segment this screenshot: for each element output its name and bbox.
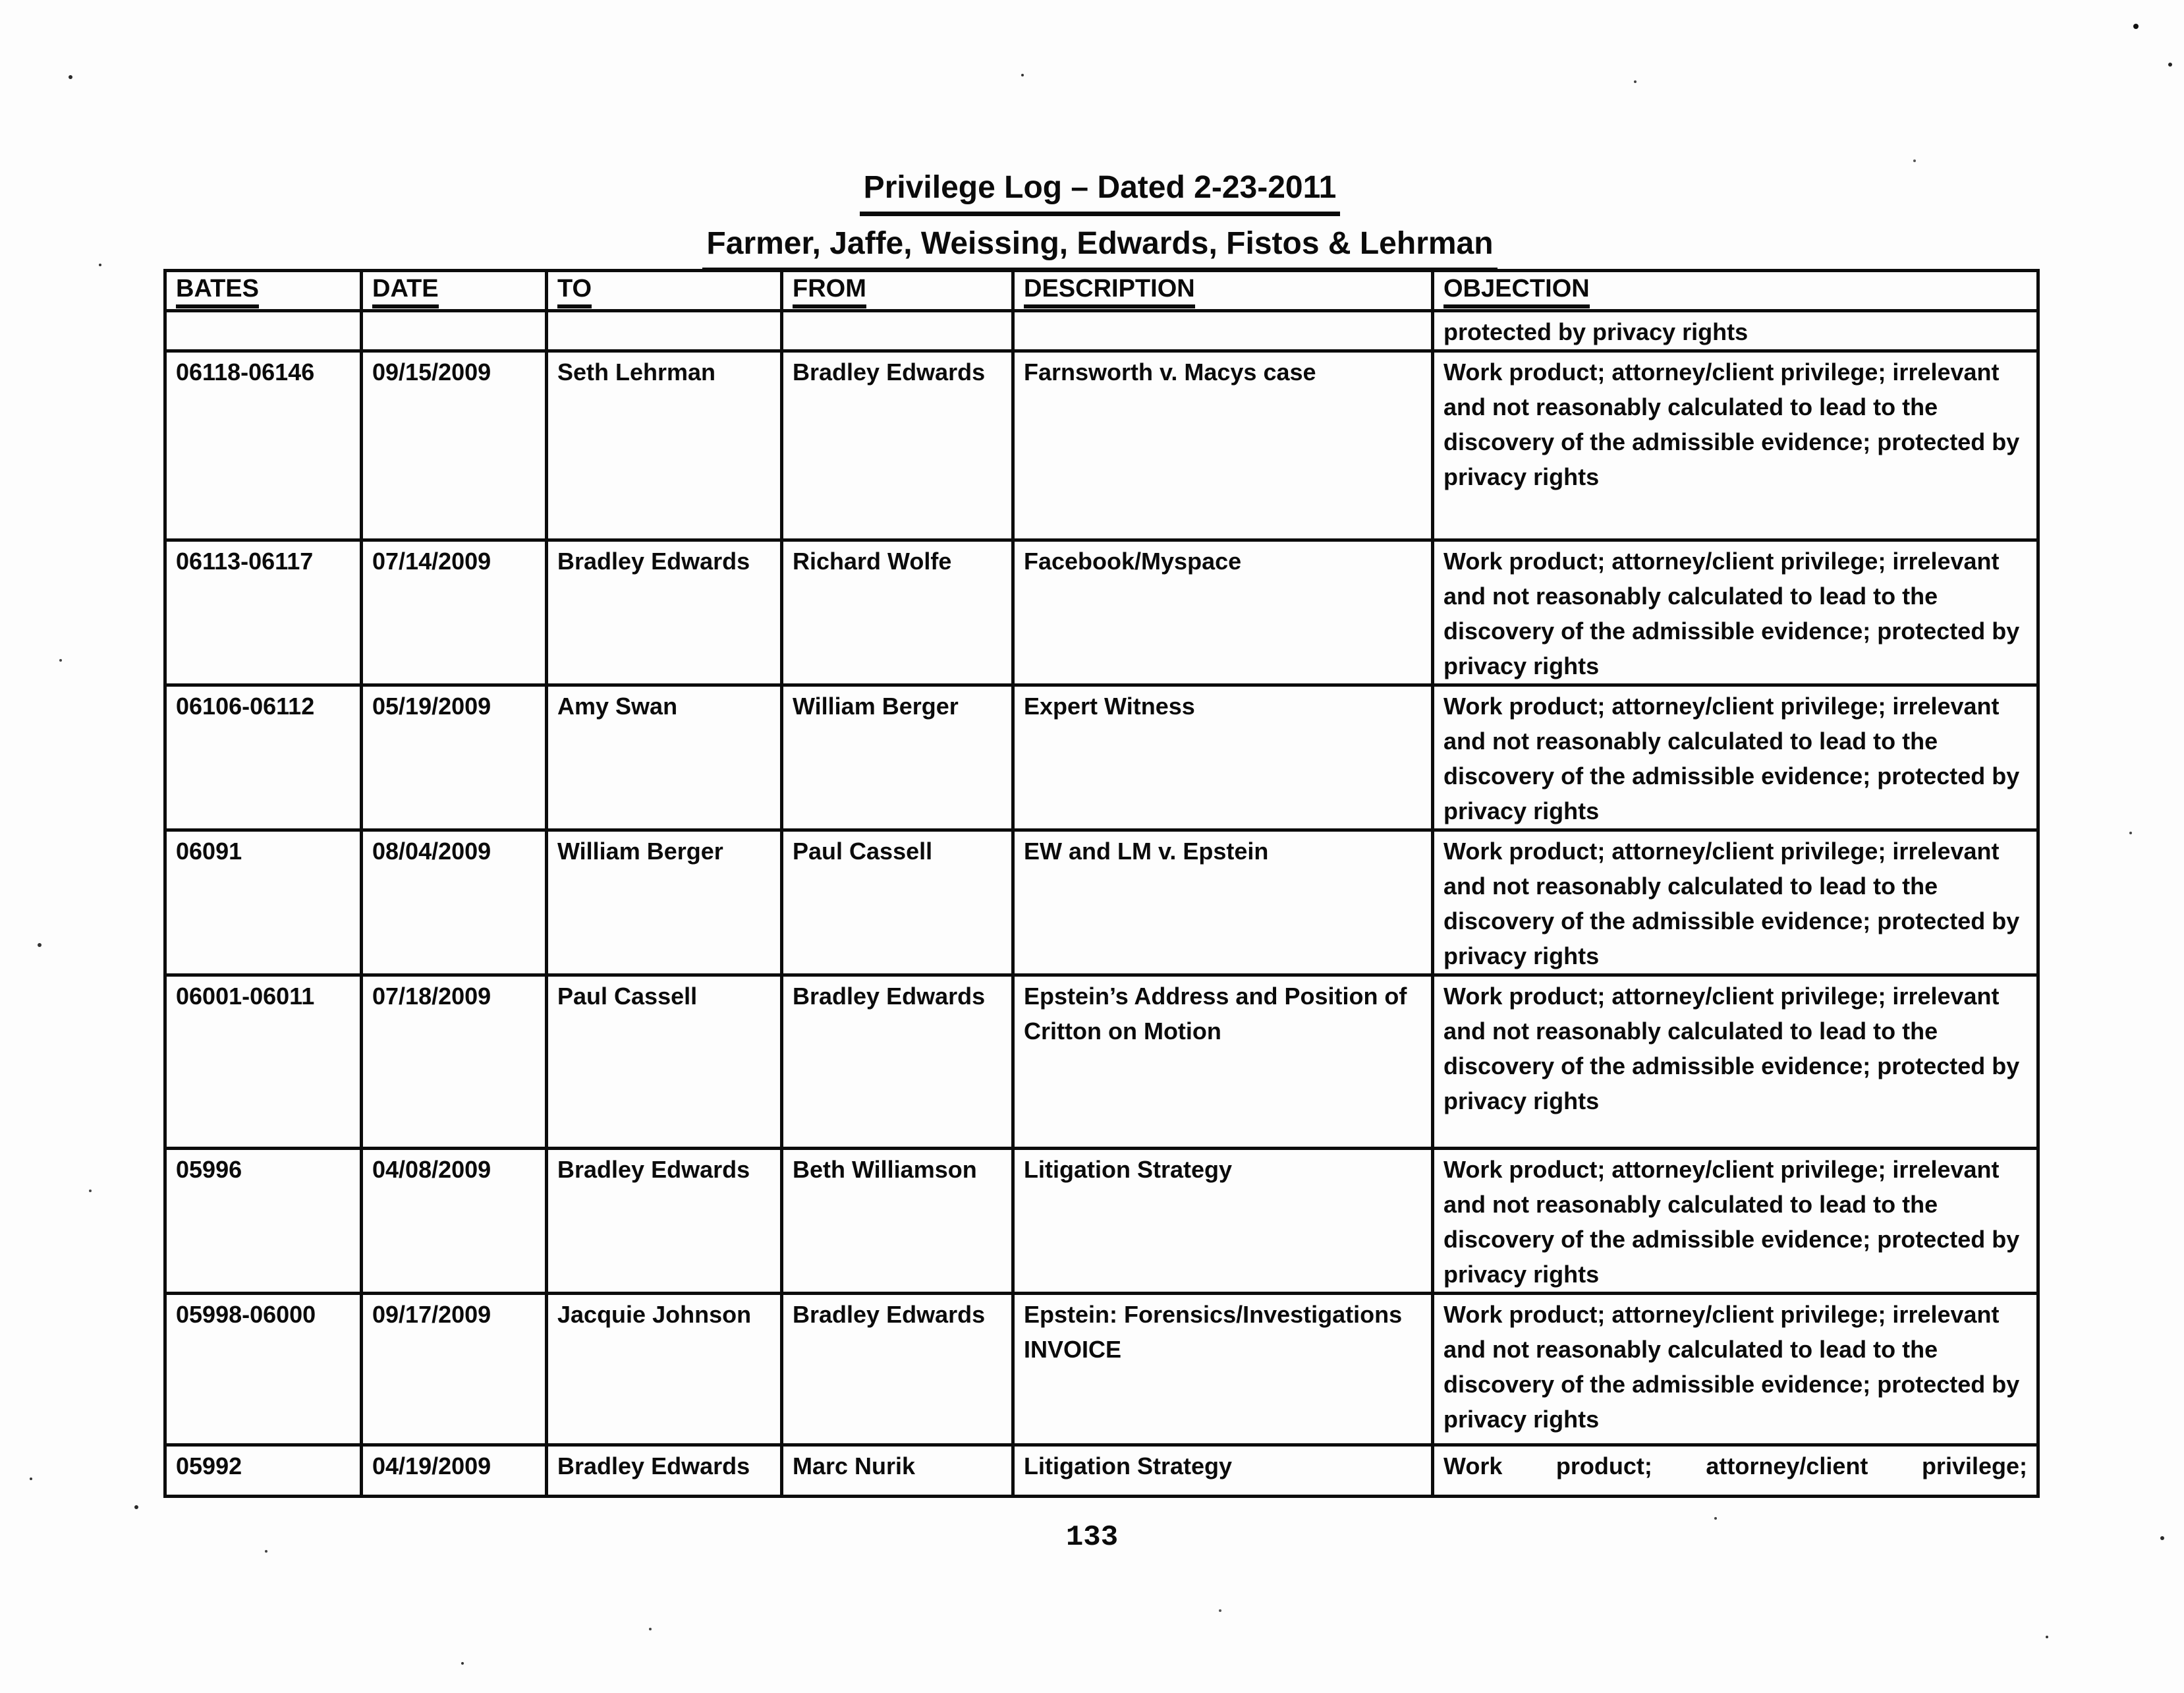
- column-header-description: DESCRIPTION: [1013, 271, 1433, 311]
- table-row: [165, 1445, 2038, 1497]
- cell-from: William Berger: [782, 685, 1013, 830]
- column-header-bates: BATES: [165, 271, 362, 311]
- column-header-to: TO: [547, 271, 782, 311]
- column-header-from: FROM: [782, 271, 1013, 311]
- cell-objection: Work product; attorney/client privilege; irrelevant and not reasonably calculated to lead to the discovery of the admissible evidence; protected by privacy rights: [1433, 685, 2038, 830]
- table-row: [165, 1149, 2038, 1294]
- cell-description: Litigation Strategy: [1013, 1445, 1433, 1497]
- cell-objection: Work product; attorney/client privilege; irrelevant and not reasonably calculated to lead to the discovery of the admissible evidence; protected by privacy rights: [1433, 351, 2038, 540]
- cell-date: 04/08/2009: [362, 1149, 547, 1294]
- cell-to: Bradley Edwards: [547, 540, 782, 685]
- cell-date: 07/14/2009: [362, 540, 547, 685]
- cell-bates: 05992: [165, 1445, 362, 1497]
- cell-bates: 06113-06117: [165, 540, 362, 685]
- privilege-log-table: [163, 269, 2040, 1498]
- cell-bates: 06118-06146: [165, 351, 362, 540]
- doc-subtitle: Farmer, Jaffe, Weissing, Edwards, Fistos & Lehrman: [702, 222, 1497, 272]
- cell-description: Expert Witness: [1013, 685, 1433, 830]
- cell-to: Bradley Edwards: [547, 1149, 782, 1294]
- cell-from: Richard Wolfe: [782, 540, 1013, 685]
- table-row: [165, 830, 2038, 975]
- cell-objection: Work product; attorney/client privilege; irrelevant and not reasonably calculated to lead to the discovery of the admissible evidence; protected by privacy rights: [1433, 830, 2038, 975]
- table-row: [165, 975, 2038, 1149]
- cell-date: 08/04/2009: [362, 830, 547, 975]
- cell-description: Epstein: Forensics/Investigations INVOICE: [1013, 1294, 1433, 1445]
- cell-date: 09/17/2009: [362, 1294, 547, 1445]
- cell-description: Farnsworth v. Macys case: [1013, 351, 1433, 540]
- page-number: 133: [1065, 1521, 1119, 1554]
- cell-description: EW and LM v. Epstein: [1013, 830, 1433, 975]
- cell-date: 09/15/2009: [362, 351, 547, 540]
- cell-to: Amy Swan: [547, 685, 782, 830]
- cell-to: Seth Lehrman: [547, 351, 782, 540]
- doc-title: Privilege Log – Dated 2-23-2011: [860, 166, 1341, 216]
- cell-to: Bradley Edwards: [547, 1445, 782, 1497]
- document-header: [163, 166, 2036, 272]
- cell-objection: Work product; attorney/client privilege; irrelevant and not reasonably calculated to lead to the discovery of the admissible evidence; protected by privacy rights: [1433, 540, 2038, 685]
- cell-from: [782, 311, 1013, 351]
- cell-date: 05/19/2009: [362, 685, 547, 830]
- cell-from: Bradley Edwards: [782, 351, 1013, 540]
- cell-to: Paul Cassell: [547, 975, 782, 1149]
- cell-from: Marc Nurik: [782, 1445, 1013, 1497]
- cell-date: 04/19/2009: [362, 1445, 547, 1497]
- table-header-row: [165, 271, 2038, 311]
- cell-to: [547, 311, 782, 351]
- table-row: [165, 685, 2038, 830]
- table-row: [165, 1294, 2038, 1445]
- cell-description: [1013, 311, 1433, 351]
- cell-to: William Berger: [547, 830, 782, 975]
- cell-bates: 06106-06112: [165, 685, 362, 830]
- cell-objection: Work product; attorney/client privilege;: [1433, 1445, 2038, 1497]
- cell-from: Paul Cassell: [782, 830, 1013, 975]
- cell-bates: 05996: [165, 1149, 362, 1294]
- cell-date: [362, 311, 547, 351]
- column-header-date: DATE: [362, 271, 547, 311]
- cell-description: Facebook/Myspace: [1013, 540, 1433, 685]
- cell-description: Epstein’s Address and Position of Critton on Motion: [1013, 975, 1433, 1149]
- cell-objection: protected by privacy rights: [1433, 311, 2038, 351]
- cell-objection: Work product; attorney/client privilege; irrelevant and not reasonably calculated to lead to the discovery of the admissible evidence; protected by privacy rights: [1433, 1294, 2038, 1445]
- cell-from: Bradley Edwards: [782, 1294, 1013, 1445]
- cell-from: Beth Williamson: [782, 1149, 1013, 1294]
- cell-objection: Work product; attorney/client privilege; irrelevant and not reasonably calculated to lead to the discovery of the admissible evidence; protected by privacy rights: [1433, 1149, 2038, 1294]
- doc-subtitle-line: [163, 222, 2036, 272]
- cell-objection: Work product; attorney/client privilege; irrelevant and not reasonably calculated to lead to the discovery of the admissible evidence; protected by privacy rights: [1433, 975, 2038, 1149]
- table-row: [165, 540, 2038, 685]
- cell-to: Jacquie Johnson: [547, 1294, 782, 1445]
- cell-bates: 06091: [165, 830, 362, 975]
- cell-bates: [165, 311, 362, 351]
- privilege-table-body: [165, 311, 2038, 1497]
- table-row: [165, 311, 2038, 351]
- cell-from: Bradley Edwards: [782, 975, 1013, 1149]
- cell-bates: 05998-06000: [165, 1294, 362, 1445]
- cell-date: 07/18/2009: [362, 975, 547, 1149]
- cell-description: Litigation Strategy: [1013, 1149, 1433, 1294]
- column-header-objection: OBJECTION: [1433, 271, 2038, 311]
- table-row: [165, 351, 2038, 540]
- cell-bates: 06001-06011: [165, 975, 362, 1149]
- scan-noise-speckles: [0, 0, 3, 3]
